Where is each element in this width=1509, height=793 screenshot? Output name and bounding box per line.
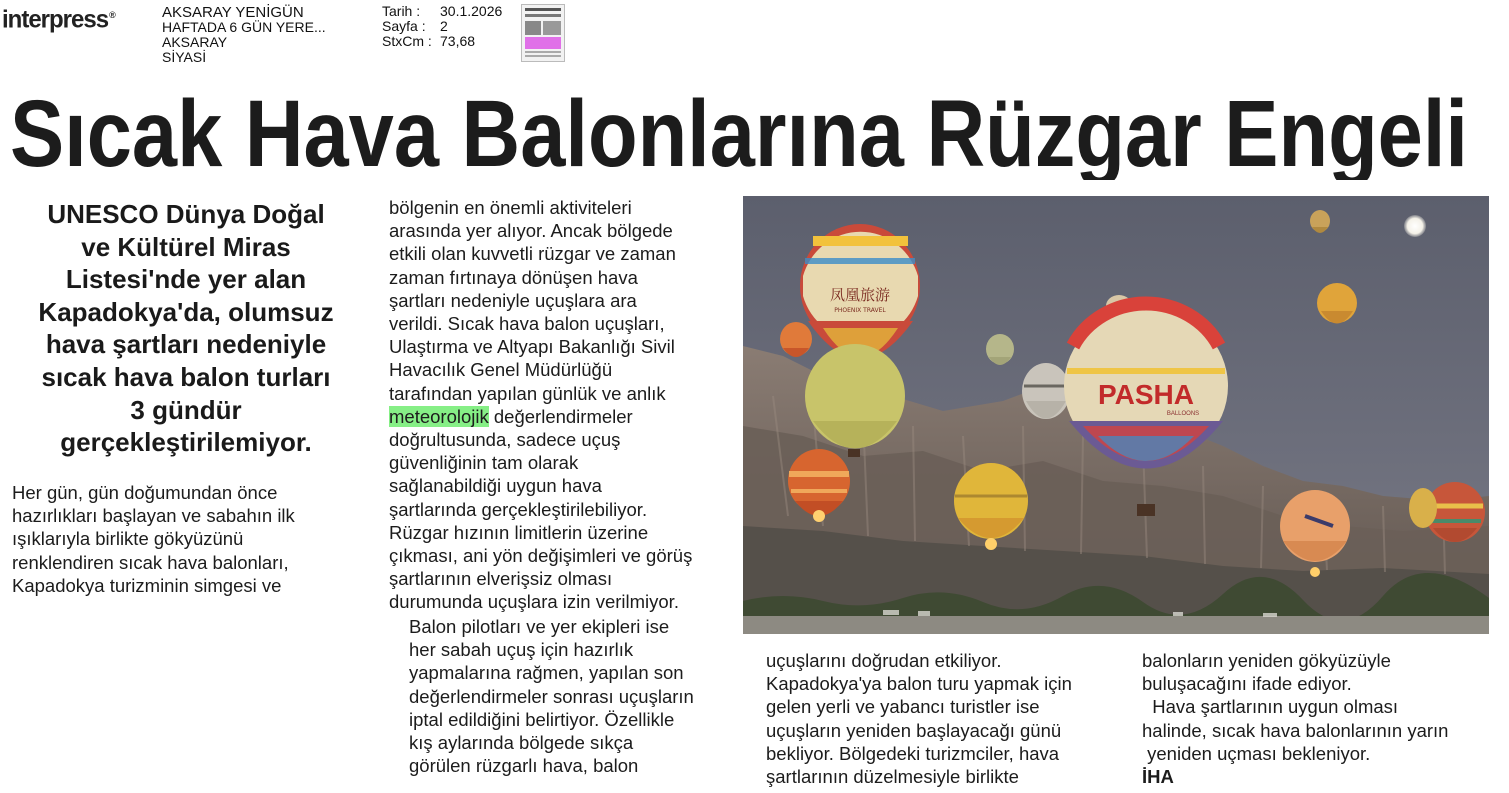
body-line: Hava şartlarının uygun olması	[1142, 696, 1399, 718]
publication-category: SİYASİ	[162, 49, 207, 65]
body-line: şartları nedeniyle uçuşlara ara	[389, 289, 637, 311]
news-agency-source: İHA	[1142, 766, 1174, 788]
lead-line: Listesi'nde yer alan	[65, 264, 307, 295]
page-thumbnail[interactable]	[521, 4, 565, 62]
body-column-1	[12, 481, 352, 597]
body-line: çıkması, ani yön değişimleri ve görüş	[389, 545, 693, 567]
logo-registered-mark: ®	[109, 9, 115, 20]
body-line: Rüzgar hızının limitlerin üzerine	[389, 521, 649, 543]
body-line: verildi. Sıcak hava balon uçuşları,	[389, 313, 665, 335]
body-line: arasında yer alıyor. Ancak bölgede	[389, 220, 673, 242]
headline	[10, 80, 1480, 180]
body-column-2	[389, 196, 739, 614]
publication-name: AKSARAY YENİGÜN	[162, 4, 304, 21]
article-lead	[16, 198, 356, 459]
meta-page-label: Sayfa :	[382, 18, 426, 34]
body-line: balonların yeniden gökyüzüyle	[1142, 650, 1391, 671]
lead-line: gerçekleştirilemiyor.	[60, 427, 312, 458]
body-line: bekliyor. Bölgedeki turizmciler, hava	[766, 742, 1060, 764]
body-line: uçuşların yeniden başlayacağı günü	[766, 719, 1062, 741]
lead-line: sıcak hava balon turları	[41, 361, 331, 392]
body-line: buluşacağını ifade ediyor.	[1142, 673, 1352, 695]
lead-line: UNESCO Dünya Doğal	[47, 199, 325, 229]
body-line: zaman fırtınaya dönüşen hava	[389, 266, 638, 288]
body-line: Kapadokya turizminin simgesi ve	[12, 574, 282, 596]
body-line: şartlarının düzelmesiyle birlikte	[766, 766, 1019, 788]
logo-text: interpress	[2, 5, 109, 34]
body-line: doğrultusunda, sadece uçuş	[389, 429, 621, 451]
meta-page-row	[382, 19, 502, 34]
body-line: Her gün, gün doğumundan önce	[12, 482, 278, 503]
meta-stxcm-value: 73,68	[440, 33, 476, 49]
body-line: Havacılık Genel Müdürlüğü	[389, 359, 613, 381]
body-line: Balon pilotları ve yer ekipleri ise	[409, 616, 670, 637]
body-line: ışıklarıyla birlikte gökyüzünü	[12, 528, 244, 550]
body-line: yeniden uçması bekleniyor.	[1142, 742, 1371, 764]
balloon-grey	[1022, 363, 1070, 419]
body-line: hazırlıkları başlayan ve sabahın ilk	[12, 505, 295, 527]
publication-frequency: HAFTADA 6 GÜN YERE...	[162, 19, 326, 35]
body-line: etkili olan kuvvetli rüzgar ve zaman	[389, 243, 676, 265]
svg-text:BALLOONS: BALLOONS	[1166, 411, 1200, 417]
body-line: halinde, sıcak hava balonlarının yarın	[1142, 719, 1449, 741]
balloon-photo-illustration	[743, 196, 1489, 634]
body-line: yapmalarına rağmen, yapılan son	[409, 662, 684, 684]
svg-text:PASHA: PASHA	[1098, 379, 1194, 410]
lead-line: 3 gündür	[130, 394, 242, 425]
body-line-rest: değerlendirmeler	[488, 405, 633, 427]
body-line: kış aylarında bölgede sıkça	[409, 732, 634, 754]
body-line: Ulaştırma ve Altyapı Bakanlığı Sivil	[389, 336, 675, 358]
meta-stxcm-row	[382, 34, 502, 49]
meta-date-row	[382, 4, 502, 19]
publication-info	[162, 5, 352, 65]
headline-text: Sıcak Hava Balonlarına Rüzgar Engeli	[10, 81, 1468, 180]
keyword-highlight: meteorolojik	[389, 405, 489, 427]
body-column-4	[1142, 649, 1487, 788]
body-line: görülen rüzgarlı hava, balon	[409, 755, 639, 777]
clipping-meta	[382, 4, 502, 49]
lead-line: ve Kültürel Miras	[81, 231, 291, 262]
body-line: güvenliğinin tam olarak	[389, 452, 579, 474]
body-line: Kapadokya'ya balon turu yapmak için	[766, 673, 1072, 695]
thumbnail-highlight	[525, 37, 561, 49]
meta-page-value: 2	[440, 18, 448, 34]
lead-line: hava şartları nedeniyle	[45, 329, 327, 360]
body-line: sağlanabildiği uygun hava	[389, 475, 602, 497]
body-line: iptal edildiğini belirtiyor. Özellikle	[409, 708, 675, 730]
meta-date-value: 30.1.2026	[440, 3, 503, 19]
article-photo	[743, 196, 1489, 634]
body-line: gelen yerli ve yabancı turistler ise	[766, 696, 1040, 718]
body-line: durumunda uçuşlara izin verilmiyor.	[389, 591, 679, 613]
lead-line: Kapadokya'da, olumsuz	[38, 296, 334, 327]
svg-text:PHOENIX TRAVEL: PHOENIX TRAVEL	[834, 307, 886, 314]
body-line-highlighted	[389, 405, 739, 428]
body-line: değerlendirmeler sonrası uçuşların	[409, 685, 694, 707]
meta-stxcm-label: StxCm :	[382, 33, 432, 49]
publication-city: AKSARAY	[162, 34, 228, 50]
moon	[1404, 215, 1426, 237]
body-line: uçuşlarını doğrudan etkiliyor.	[766, 650, 1002, 671]
svg-text:凤凰旅游: 凤凰旅游	[829, 286, 891, 304]
balloon-far-right-yellow	[1409, 488, 1437, 528]
body-line: şartlarında gerçekleştirilebiliyor.	[389, 498, 648, 520]
body-line: şartlarının elverişsiz olması	[389, 568, 613, 590]
body-line: bölgenin en önemli aktiviteleri	[389, 197, 632, 218]
interpress-logo	[2, 5, 115, 34]
body-column-3	[766, 649, 1126, 788]
meta-date-label: Tarih :	[382, 3, 421, 19]
body-line: her sabah uçuş için hazırlık	[409, 639, 634, 661]
body-column-2-continued	[409, 615, 739, 777]
body-line: renklendiren sıcak hava balonları,	[12, 551, 289, 573]
body-line: tarafından yapılan günlük ve anlık	[389, 382, 666, 404]
